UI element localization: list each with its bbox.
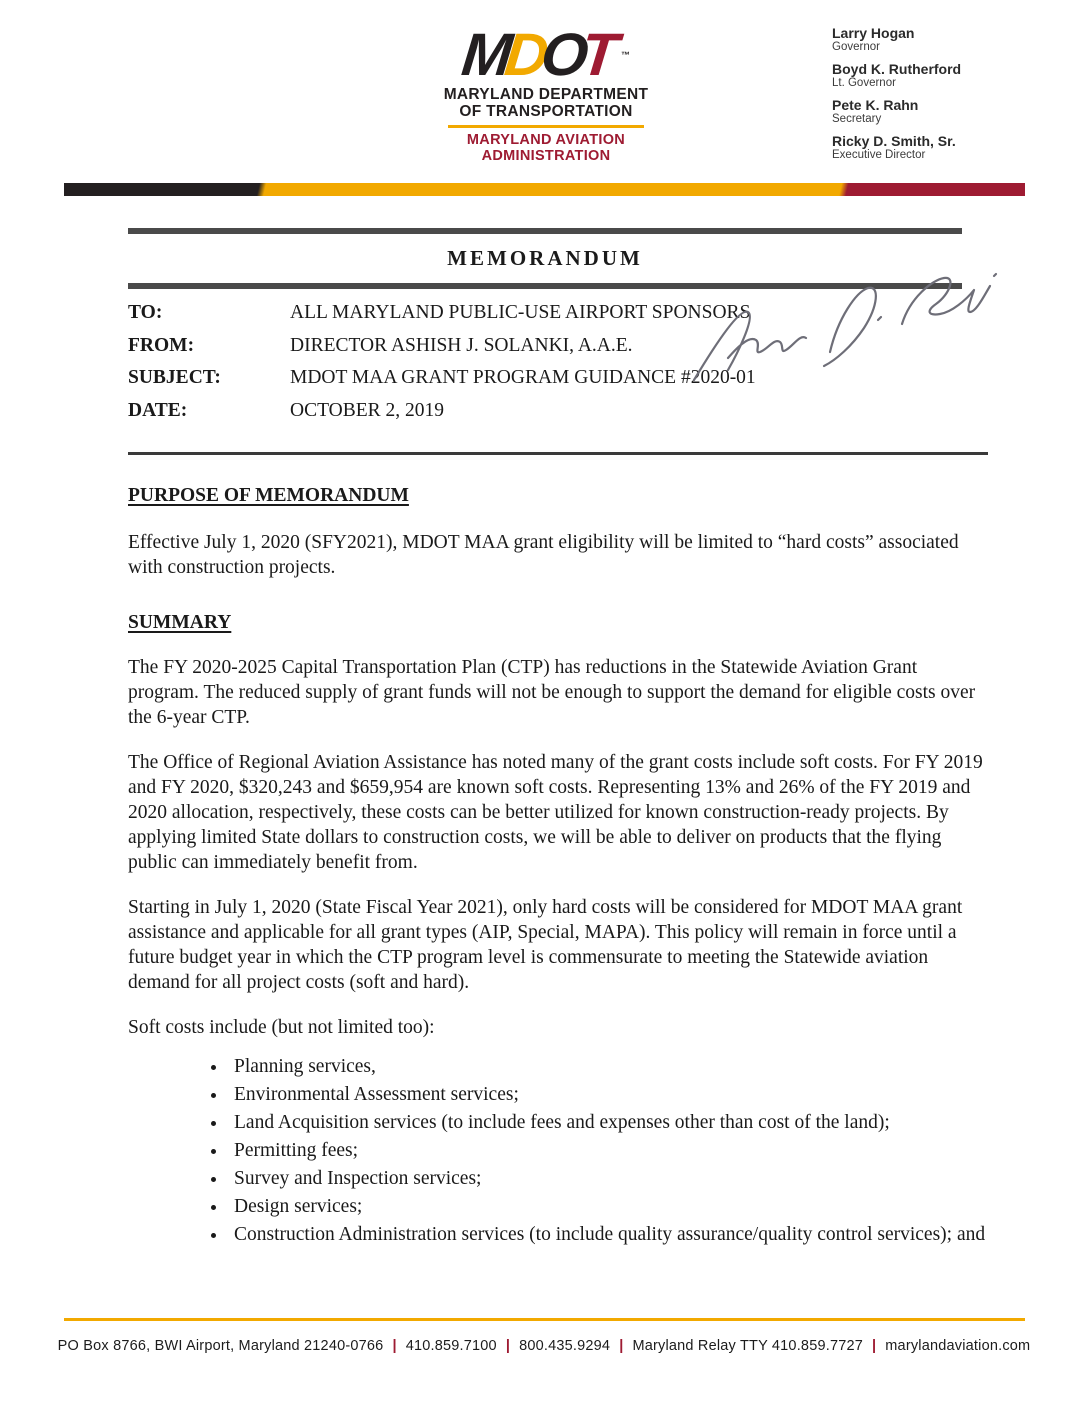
field-value: ALL MARYLAND PUBLIC-USE AIRPORT SPONSORS [290, 302, 751, 323]
list-item: • Construction Administration services (to include quality assurance/quality control services); and [228, 1222, 988, 1247]
logo-letter-t: T [577, 21, 615, 88]
memo-field-date [128, 400, 988, 422]
footer-relay-tty: Maryland Relay TTY 410.859.7727 [632, 1338, 864, 1354]
list-item: • Design services; [228, 1194, 988, 1219]
division-name [436, 132, 656, 164]
memo-field-to [128, 302, 988, 324]
logo-letter-o: O [538, 21, 585, 88]
official-name: Ricky D. Smith, Sr. [832, 133, 956, 149]
footer-gold-rule [64, 1318, 1025, 1321]
purpose-heading: PURPOSE OF MEMORANDUM [128, 485, 409, 506]
official-executive-director [832, 134, 1062, 162]
logo-letter-d: D [501, 21, 546, 88]
list-item: • Land Acquisition services (to include fees and expenses other than cost of the land); [228, 1110, 988, 1135]
list-item: • Environmental Assessment services; [228, 1082, 988, 1107]
official-governor [832, 26, 1062, 54]
footer-website: marylandaviation.com [885, 1338, 1031, 1354]
memo-fields [128, 302, 988, 432]
mdot-logo [436, 21, 656, 164]
memo-mid-rule [128, 283, 962, 289]
field-label: DATE: [128, 399, 188, 421]
division-name-line1: MARYLAND AVIATION [466, 132, 626, 148]
summary-paragraph-2: The Office of Regional Aviation Assistance has noted many of the grant costs include soft costs. For FY 2019 and FY 2020, $320,243 and $659,954 are known soft costs. Representing 13% and 26% of the FY 2019 and 2020 allocation, respectively, these costs can be better utilized for known construction-ready projects. By applying limited State dollars to construction costs, we will be able to deliver on products that the flying public can immediately benefit from. [128, 752, 983, 873]
mdot-logo-mark [433, 21, 659, 88]
field-label: FROM: [128, 334, 195, 356]
footer-phone-2: 800.435.9294 [519, 1338, 611, 1354]
department-name-line2: OF TRANSPORTATION [459, 103, 633, 120]
memo-title: MEMORANDUM [447, 246, 643, 270]
footer-phone-1: 410.859.7100 [405, 1338, 497, 1354]
list-item: • Planning services, [228, 1054, 988, 1079]
field-label: TO: [128, 302, 163, 323]
footer-contact-line [0, 1338, 1088, 1354]
memo-field-from [128, 335, 988, 357]
official-secretary [832, 98, 1062, 126]
official-title: Executive Director [832, 149, 926, 161]
official-title: Secretary [832, 113, 882, 125]
footer-separator: | [505, 1338, 511, 1354]
department-name [436, 86, 656, 120]
official-name: Boyd K. Rutherford [832, 61, 962, 77]
trademark-symbol: ™ [620, 50, 631, 60]
soft-costs-list [128, 1054, 988, 1247]
footer-separator: | [872, 1338, 877, 1354]
official-name: Pete K. Rahn [832, 97, 919, 113]
field-value: OCTOBER 2, 2019 [290, 399, 445, 421]
field-label: SUBJECT: [128, 367, 221, 388]
summary-paragraph-3: Starting in July 1, 2020 (State Fiscal Year 2021), only hard costs will be considered for MDOT MAA grant assistance and applicable for all grant types (AIP, Special, MAPA). This policy will remain in force until a future budget year in which the CTP program level is commensurate to meeting the Statewide aviation demand for all project costs (soft and hard). [128, 897, 963, 993]
memo-header-bottom-rule [128, 452, 988, 455]
field-value: MDOT MAA GRANT PROGRAM GUIDANCE #2020-01 [290, 367, 756, 388]
division-name-line2: ADMINISTRATION [481, 148, 611, 164]
memo-body [128, 473, 988, 1250]
official-lt-governor [832, 62, 1062, 90]
memo-top-rule [128, 228, 962, 234]
department-name-line1: MARYLAND DEPARTMENT [443, 86, 649, 103]
official-name: Larry Hogan [832, 25, 915, 41]
soft-costs-intro: Soft costs include (but not limited too): [128, 1017, 435, 1038]
memo-field-subject [128, 367, 988, 389]
official-title: Lt. Governor [832, 77, 896, 89]
officials-list [832, 26, 1062, 170]
purpose-paragraph: Effective July 1, 2020 (SFY2021), MDOT MAA grant eligibility will be limited to “hard costs” associated with construction projects. [128, 532, 959, 578]
field-value: DIRECTOR ASHISH J. SOLANKI, A.A.E. [290, 334, 633, 356]
footer-separator: | [392, 1338, 397, 1354]
footer-address: PO Box 8766, BWI Airport, Maryland 21240-0766 [57, 1338, 384, 1354]
list-item: • Survey and Inspection services; [228, 1166, 988, 1191]
gold-divider [448, 125, 644, 128]
brand-color-bar [64, 183, 1025, 196]
list-item: • Permitting fees; [228, 1138, 988, 1163]
summary-heading: SUMMARY [128, 612, 232, 633]
official-title: Governor [832, 41, 880, 53]
footer-separator: | [619, 1338, 624, 1354]
logo-letter-m: M [458, 21, 509, 88]
summary-paragraph-1: The FY 2020-2025 Capital Transportation Plan (CTP) has reductions in the Statewide Aviation Grant program. The reduced supply of grant funds will not be enough to support the demand for eligible costs over the 6-year CTP. [128, 657, 976, 728]
